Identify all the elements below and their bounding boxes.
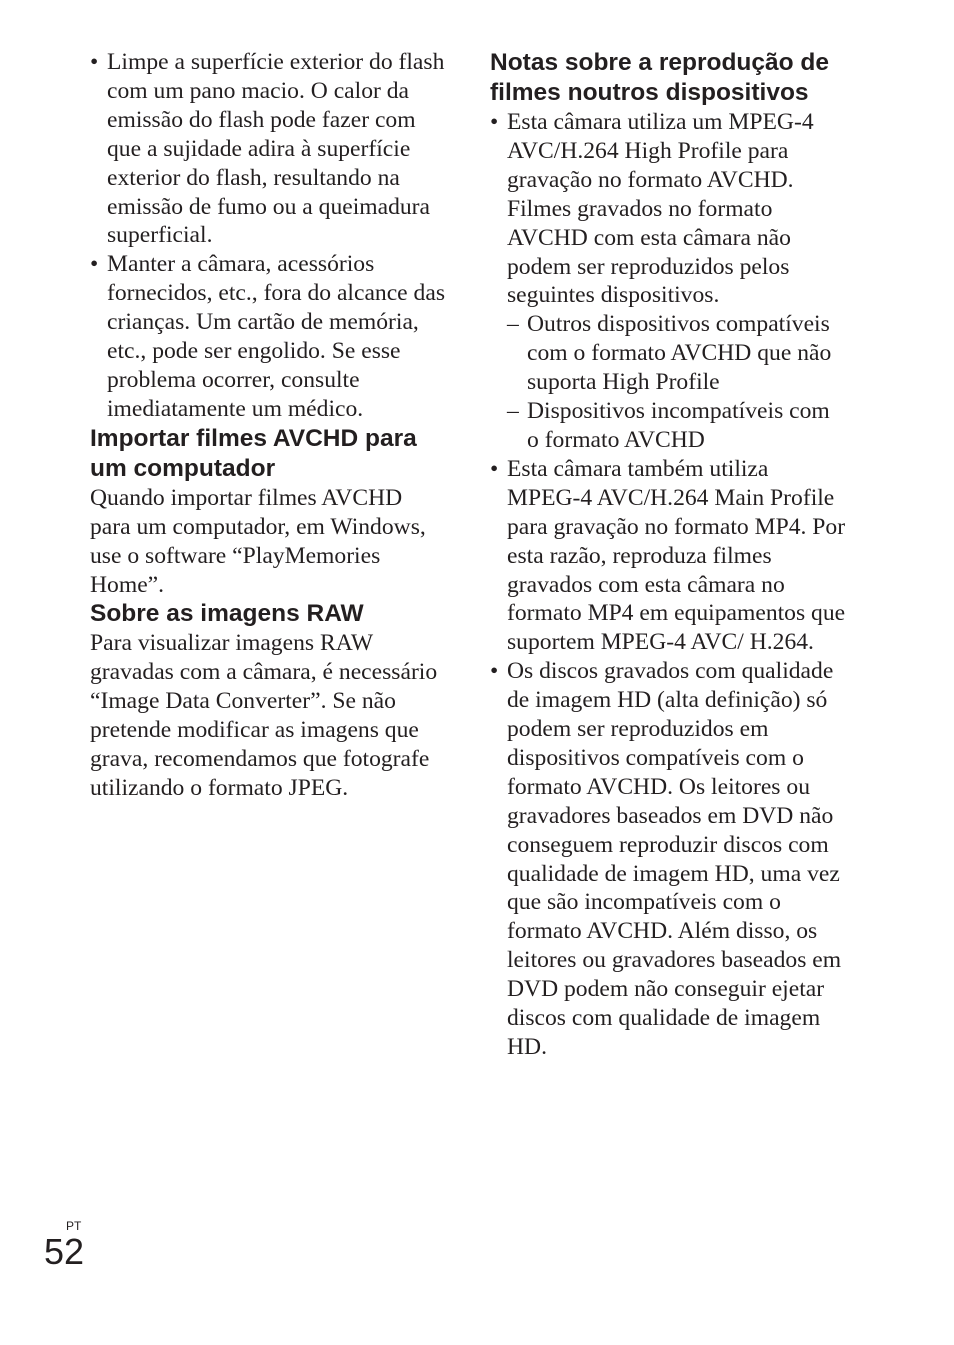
section-heading-playback-notes: Notas sobre a reprodução de filmes noutros dispositivos	[490, 49, 830, 106]
playback-notes-list	[490, 108, 846, 1062]
language-code: PT	[66, 1219, 82, 1233]
page-number: 52	[44, 1231, 85, 1272]
list-item: • Esta câmara utiliza um MPEG-4 AVC/H.264 High Profile para gravação no formato AVCHD. Filmes gravados no formato AVCHD com esta câmara não podem ser reproduzidos pelos seguintes dispositivos.	[490, 108, 846, 310]
care-notes-list	[90, 48, 446, 424]
list-item: • Limpe a superfície exterior do flash com um pano macio. O calor da emissão do flash pode fazer com que a sujidade adira à superfície exterior do flash, resultando na emissão de fumo ou a queimadura superficial.	[90, 48, 446, 250]
section-heading-raw-images: Sobre as imagens RAW	[90, 600, 364, 628]
section-body-raw-images: Para visualizar imagens RAW gravadas com a câmara, é necessário “Image Data Converter”. Se não pretende modificar as imagens que grava, recomendamos que fotografe utilizando o formato JPEG.	[90, 630, 438, 801]
list-item: • Os discos gravados com qualidade de imagem HD (alta definição) só podem ser reproduzidos em dispositivos compatíveis com o formato AVCHD. Os leitores ou gravadores baseados em DVD não conseguem reproduzir discos com qualidade de imagem HD, uma vez que são incompatíveis com o formato AVCHD. Além disso, os leitores ou gravadores baseados em DVD podem não conseguir ejetar discos com qualidade de imagem HD.	[490, 657, 846, 1062]
list-item: • Esta câmara também utiliza MPEG-4 AVC/H.264 Main Profile para gravação no formato MP4. Por esta razão, reproduza filmes gravados com esta câmara no formato MP4 em equipamentos que suportem MPEG-4 AVC/ H.264.	[490, 455, 846, 657]
list-item: • Manter a câmara, acessórios fornecidos, etc., fora do alcance das crianças. Um cartão de memória, etc., pode ser engolido. Se esse problema ocorrer, consulte imediatamente um médico.	[90, 250, 446, 423]
section-heading-avchd-import: Importar filmes AVCHD para um computador	[90, 424, 417, 482]
sub-list-item: – Outros dispositivos compatíveis com o formato AVCHD que não suporta High Profile	[490, 310, 846, 397]
right-column	[490, 48, 846, 1062]
section-body-avchd-import: Quando importar filmes AVCHD para um computador, em Windows, use o software “PlayMemories Home”.	[90, 484, 426, 598]
left-column	[90, 48, 446, 803]
sub-list-item: – Dispositivos incompatíveis com o formato AVCHD	[490, 397, 846, 455]
